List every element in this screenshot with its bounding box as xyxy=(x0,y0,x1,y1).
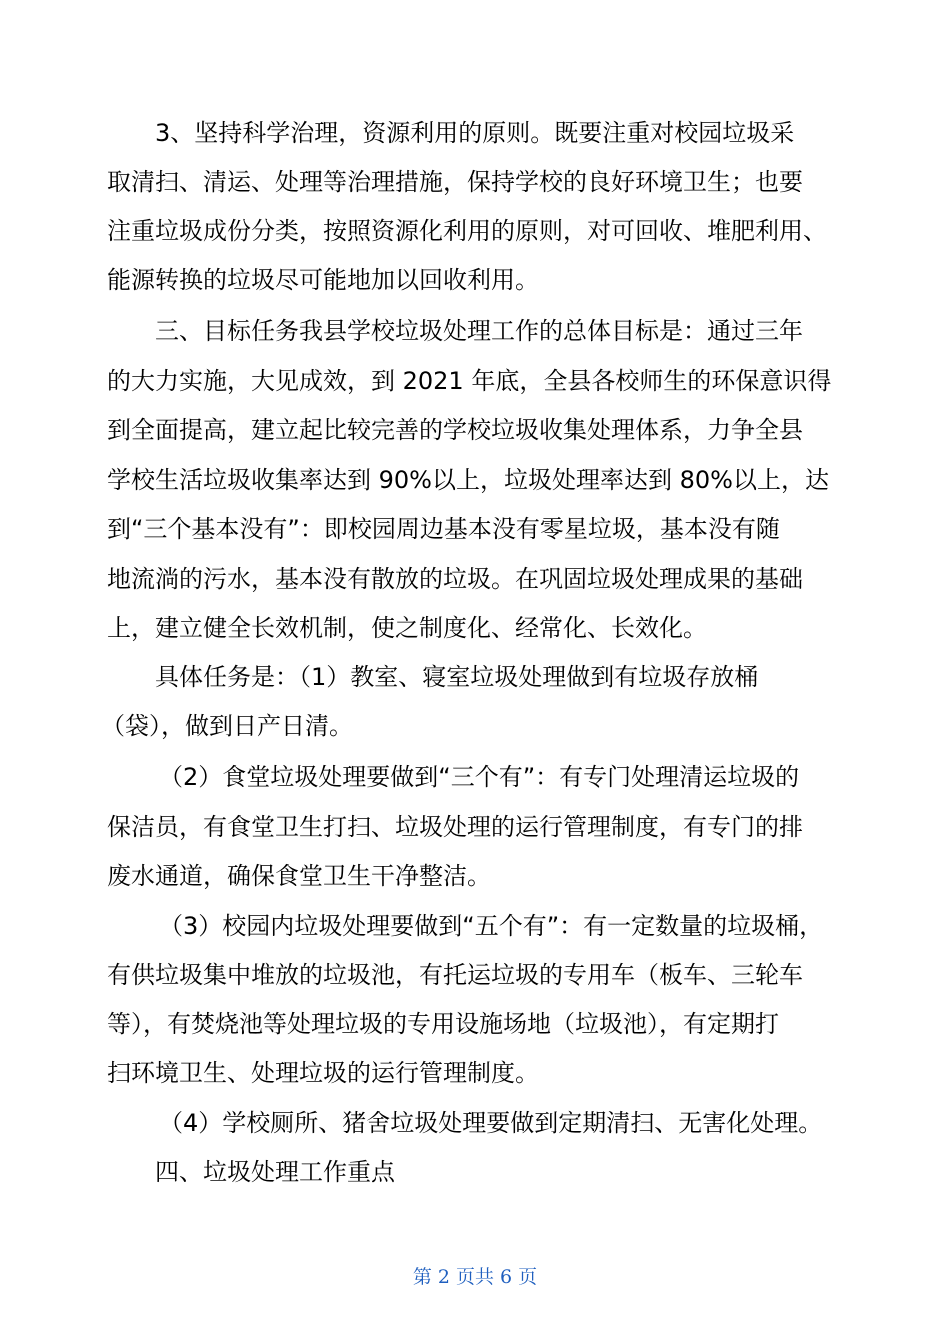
paragraph-1-line-4: 能源转换的垃圾尽可能地加以回收利用。 xyxy=(107,266,539,294)
paragraph-5-line-4: 扫环境卫生、处理垃圾的运行管理制度。 xyxy=(107,1059,539,1087)
paragraph-2-line-7: 上，建立健全长效机制，使之制度化、经常化、长效化。 xyxy=(107,614,707,642)
paragraph-2-line-2: 的大力实施，大见成效，到 2021 年底，全县各校师生的环保意识得 xyxy=(107,367,832,395)
paragraph-5-line-2: 有供垃圾集中堆放的垃圾池，有托运垃圾的专用车（板车、三轮车 xyxy=(107,961,803,989)
paragraph-3-line-2: （袋），做到日产日清。 xyxy=(101,712,353,740)
paragraph-4-line-2: 保洁员，有食堂卫生打扫、垃圾处理的运行管理制度，有专门的排 xyxy=(107,813,803,841)
paragraph-2-line-1: 三、目标任务我县学校垃圾处理工作的总体目标是：通过三年 xyxy=(155,317,803,345)
section-heading-4: 四、垃圾处理工作重点 xyxy=(155,1158,395,1186)
paragraph-5-line-1: （3）校园内垃圾处理要做到“五个有”：有一定数量的垃圾桶， xyxy=(159,912,824,940)
paragraph-6-line-1: （4）学校厕所、猪舍垃圾处理要做到定期清扫、无害化处理。 xyxy=(159,1109,823,1137)
paragraph-5-line-3: 等），有焚烧池等处理垃圾的专用设施场地（垃圾池），有定期打 xyxy=(107,1010,779,1038)
paragraph-1-line-1: 3、坚持科学治理，资源利用的原则。既要注重对校园垃圾采 xyxy=(155,119,795,147)
paragraph-1-line-2: 取清扫、清运、处理等治理措施，保持学校的良好环境卫生；也要 xyxy=(107,168,803,196)
paragraph-2-line-3: 到全面提高，建立起比较完善的学校垃圾收集处理体系，力争全县 xyxy=(107,416,803,444)
paragraph-2-line-4: 学校生活垃圾收集率达到 90%以上，垃圾处理率达到 80%以上，达 xyxy=(107,466,829,494)
page-number-footer: 第 2 页共 6 页 xyxy=(412,1266,538,1288)
paragraph-1-line-3: 注重垃圾成份分类，按照资源化利用的原则，对可回收、堆肥利用、 xyxy=(107,217,827,245)
paragraph-4-line-3: 废水通道，确保食堂卫生干净整洁。 xyxy=(107,862,491,890)
paragraph-3-line-1: 具体任务是：（1）教室、寝室垃圾处理做到有垃圾存放桶 xyxy=(155,663,759,691)
paragraph-2-line-6: 地流淌的污水，基本没有散放的垃圾。在巩固垃圾处理成果的基础 xyxy=(107,565,803,593)
paragraph-4-line-1: （2）食堂垃圾处理要做到“三个有”：有专门处理清运垃圾的 xyxy=(159,763,800,791)
paragraph-2-line-5: 到“三个基本没有”：即校园周边基本没有零星垃圾，基本没有随 xyxy=(107,515,780,543)
